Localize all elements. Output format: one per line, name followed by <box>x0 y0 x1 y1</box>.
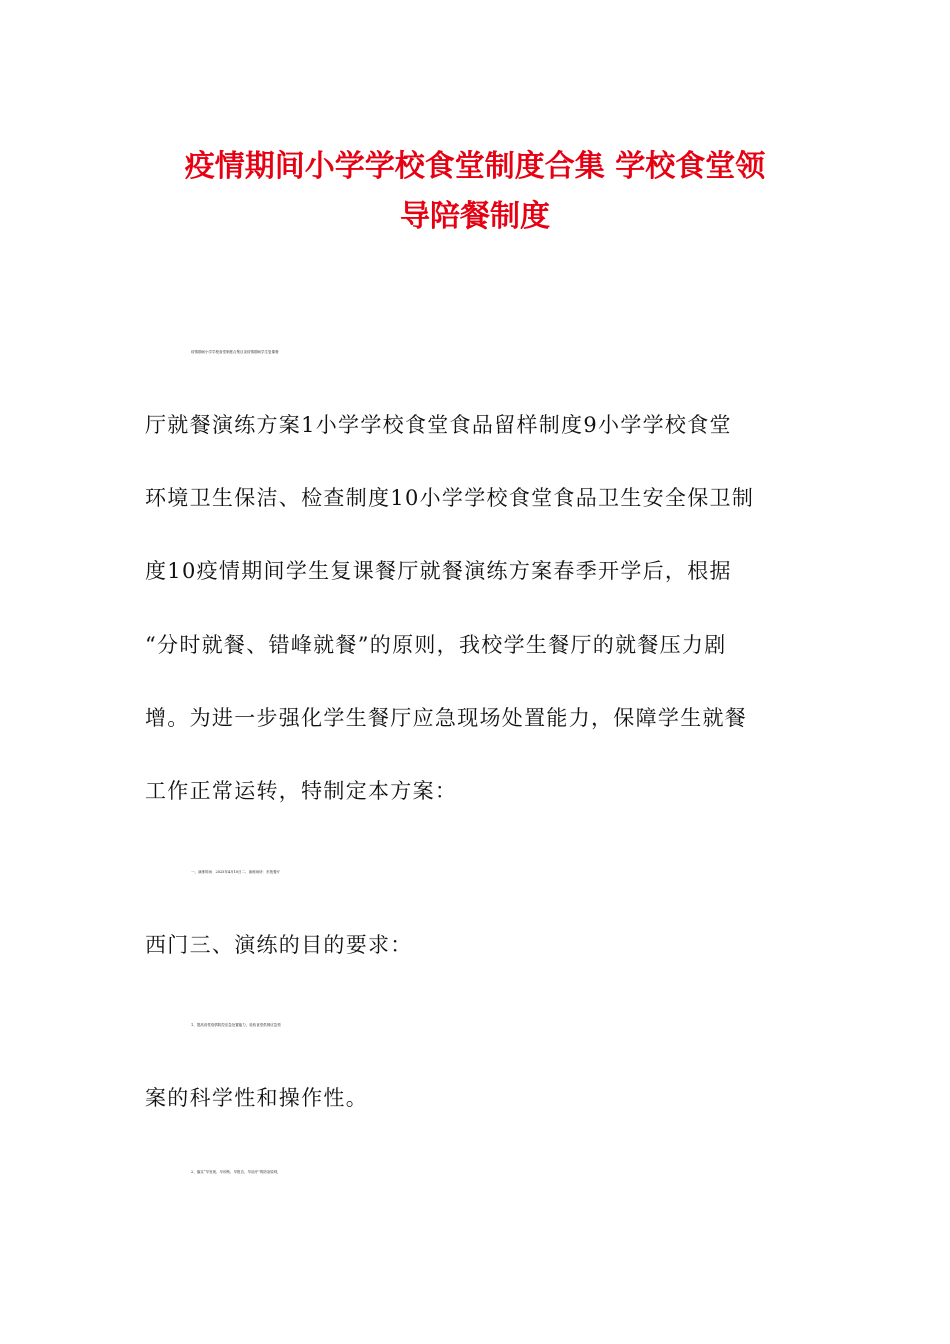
body-line-5: “分时就餐、错峰就餐”的原则，我校学生餐厅的就餐压力剧 <box>145 633 727 657</box>
body-line-3: 环境卫生保洁、检查制度10小学学校食堂食品卫生安全保卫制 <box>145 486 755 510</box>
title-line-1: 疫情期间小学学校食堂制度合集 学校食堂领 <box>184 149 766 184</box>
body-line-6: 增。为进一步强化学生餐厅应急现场处置能力，保障学生就餐 <box>145 706 748 730</box>
body-line-9: 西门三、演练的目的要求： <box>145 933 413 957</box>
document-title <box>120 142 830 242</box>
body-line-10: 1、提高食堂疫情防控应急处置能力，检验食堂供餐应急预 <box>191 1023 281 1027</box>
body-line-2: 厅就餐演练方案1小学学校食堂食品留样制度9小学学校食堂 <box>145 413 732 437</box>
title-line-2: 导陪餐制度 <box>400 199 550 234</box>
body-line-11: 案的科学性和操作性。 <box>145 1086 368 1110</box>
body-line-8: 一、演练时间：2025年4月10日二、演练场所：东苑餐厅 <box>191 870 281 874</box>
body-line-12: 2、落实“早发现、早诊断、早报告、早治疗”的防治原则， <box>191 1170 281 1174</box>
body-line-1: 疫情期间小学学校食堂制度合集目录疫情期间学生复课餐 <box>191 350 279 354</box>
body-line-4: 度10疫情期间学生复课餐厅就餐演练方案春季开学后，根据 <box>145 559 732 583</box>
body-line-7: 工作正常运转，特制定本方案： <box>145 779 458 803</box>
